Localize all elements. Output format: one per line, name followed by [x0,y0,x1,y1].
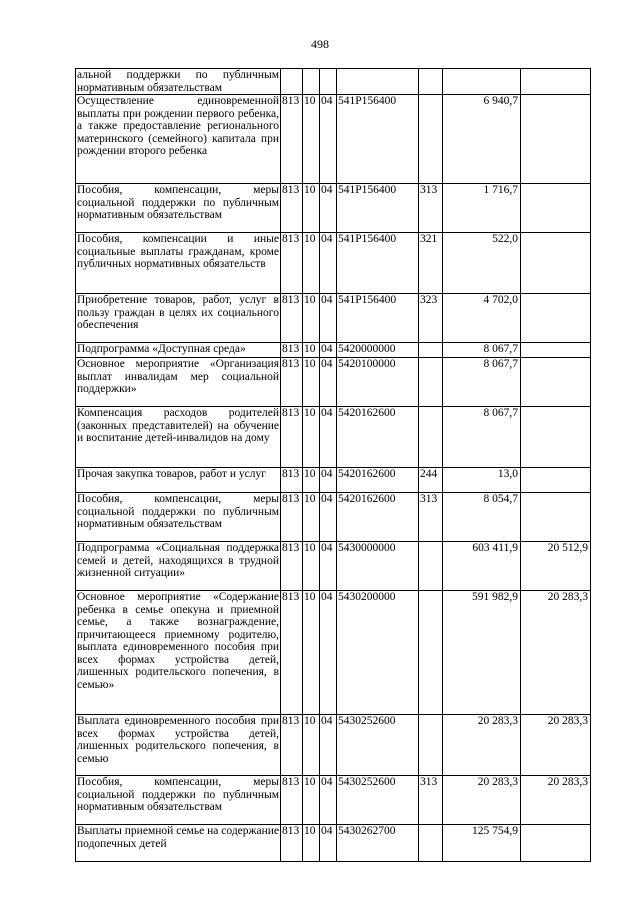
row-name-cell: Выплата единовременного пособия при всех формах устройства детей, лишенных родительского попечения, в семью [76,715,281,776]
row-pr-cell: 04 [320,294,337,343]
row-sum2-cell [521,95,591,184]
row-pr-cell: 04 [320,776,337,825]
row-gr-cell: 813 [281,591,303,715]
row-sum2-cell [521,468,591,493]
row-name-cell: Пособия, компенсации и иные социальные выплаты гражданам, кроме публичных нормативных обязательств [76,233,281,294]
row-sum1-cell: 522,0 [443,233,521,294]
row-sum2-cell [521,493,591,542]
table-row [76,776,591,825]
row-sum1-cell: 13,0 [443,468,521,493]
row-rz-cell: 10 [303,825,320,862]
budget-table-body [76,69,591,862]
table-row [76,233,591,294]
table-row [76,715,591,776]
row-name-cell: Подпрограмма «Доступная среда» [76,343,281,358]
row-vr-cell [419,407,443,468]
row-name-cell: Прочая закупка товаров, работ и услуг [76,468,281,493]
row-vr-cell: 323 [419,294,443,343]
row-sum1-cell: 125 754,9 [443,825,521,862]
table-row [76,184,591,233]
row-vr-cell [419,95,443,184]
row-gr-cell [281,69,303,95]
row-sum1-cell: 603 411,9 [443,542,521,591]
row-sum2-cell: 20 512,9 [521,542,591,591]
row-gr-cell: 813 [281,468,303,493]
row-sum2-cell [521,184,591,233]
row-gr-cell: 813 [281,715,303,776]
row-sum1-cell: 8 067,7 [443,358,521,407]
row-sum2-cell [521,294,591,343]
row-vr-cell: 313 [419,493,443,542]
row-name-cell: Пособия, компенсации, меры социальной поддержки по публичным нормативным обязательствам [76,776,281,825]
row-cs-cell: 5420162600 [337,407,419,468]
row-pr-cell: 04 [320,184,337,233]
row-sum1-cell: 8 067,7 [443,343,521,358]
row-vr-cell [419,715,443,776]
row-pr-cell: 04 [320,715,337,776]
row-name-cell: Компенсация расходов родителей (законных представителей) на обучение и воспитание детей-инвалидов на дому [76,407,281,468]
row-pr-cell: 04 [320,542,337,591]
row-vr-cell [419,343,443,358]
row-pr-cell: 04 [320,358,337,407]
row-rz-cell: 10 [303,591,320,715]
page-number: 498 [311,37,329,51]
row-name-cell: Основное мероприятие «Организация выплат инвалидам мер социальной поддержки» [76,358,281,407]
row-gr-cell: 813 [281,95,303,184]
row-pr-cell [320,69,337,95]
row-pr-cell: 04 [320,233,337,294]
table-row [76,591,591,715]
row-rz-cell: 10 [303,233,320,294]
row-sum1-cell: 20 283,3 [443,776,521,825]
row-gr-cell: 813 [281,407,303,468]
row-pr-cell: 04 [320,407,337,468]
row-vr-cell: 313 [419,184,443,233]
row-rz-cell: 10 [303,294,320,343]
row-rz-cell: 10 [303,343,320,358]
row-rz-cell: 10 [303,776,320,825]
row-name-cell: альной поддержки по публичным нормативным обязательствам [77,69,279,94]
row-cs-cell: 5420100000 [337,358,419,407]
row-sum1-cell: 8 054,7 [443,493,521,542]
row-cs-cell: 541P156400 [337,294,419,343]
row-rz-cell: 10 [303,95,320,184]
row-vr-cell: 321 [419,233,443,294]
row-rz-cell: 10 [303,407,320,468]
table-row [76,358,591,407]
row-rz-cell [303,69,320,95]
table-row [76,468,591,493]
row-gr-cell: 813 [281,776,303,825]
row-gr-cell: 813 [281,542,303,591]
row-vr-cell [419,825,443,862]
row-gr-cell: 813 [281,233,303,294]
row-vr-cell: 244 [419,468,443,493]
row-cs-cell: 5420162600 [337,468,419,493]
row-gr-cell: 813 [281,493,303,542]
row-cs-cell: 5430252600 [337,776,419,825]
row-vr-cell [419,358,443,407]
row-sum2-cell [521,407,591,468]
row-cs-cell: 541P156400 [337,233,419,294]
row-vr-cell [419,591,443,715]
row-cs-cell [337,69,419,95]
row-cs-cell: 5430000000 [337,542,419,591]
row-sum2-cell [521,343,591,358]
table-row [76,95,591,184]
row-name-cell: Пособия, компенсации, меры социальной поддержки по публичным нормативным обязательствам [76,493,281,542]
row-gr-cell: 813 [281,184,303,233]
row-cs-cell: 5430262700 [337,825,419,862]
row-rz-cell: 10 [303,493,320,542]
budget-table [75,68,591,862]
table-row [76,493,591,542]
row-pr-cell: 04 [320,591,337,715]
row-pr-cell: 04 [320,95,337,184]
row-rz-cell: 10 [303,542,320,591]
row-cs-cell: 5430200000 [337,591,419,715]
row-vr-cell [419,542,443,591]
row-cs-cell: 5420000000 [337,343,419,358]
table-row [76,825,591,862]
row-pr-cell: 04 [320,343,337,358]
row-sum2-cell [521,358,591,407]
row-sum1-cell: 8 067,7 [443,407,521,468]
row-sum1-cell: 591 982,9 [443,591,521,715]
row-sum2-cell: 20 283,3 [521,591,591,715]
row-rz-cell: 10 [303,468,320,493]
row-gr-cell: 813 [281,358,303,407]
row-gr-cell: 813 [281,825,303,862]
row-sum2-cell: 20 283,3 [521,715,591,776]
row-gr-cell: 813 [281,294,303,343]
row-name-cell: Пособия, компенсации, меры социальной поддержки по публичным нормативным обязательствам [76,184,281,233]
row-pr-cell: 04 [320,493,337,542]
table-row [76,69,591,95]
row-cs-cell: 5420162600 [337,493,419,542]
row-name-cell: Выплаты приемной семье на содержание подопечных детей [76,825,281,862]
row-rz-cell: 10 [303,184,320,233]
row-sum1-cell: 6 940,7 [443,95,521,184]
table-row [76,407,591,468]
row-name-cell: Осуществление единовременной выплаты при рождении первого ребенка, а также предоставление регионального материнского (семейного) капитала при рождении второго ребенка [76,95,281,184]
row-sum1-cell: 1 716,7 [443,184,521,233]
table-row [76,343,591,358]
row-sum1-cell [443,69,521,95]
row-pr-cell: 04 [320,825,337,862]
table-row [76,294,591,343]
row-vr-cell: 313 [419,776,443,825]
row-cs-cell: 541P156400 [337,95,419,184]
row-rz-cell: 10 [303,715,320,776]
row-pr-cell: 04 [320,468,337,493]
row-sum2-cell: 20 283,3 [521,776,591,825]
row-name-cell: Основное мероприятие «Содержание ребенка в семье опекуна и приемной семье, а также вознаграждение, причитающееся приемному родителю, выплата единовременного пособия при всех формах устройства детей, лишенных родительского попечения, в семью» [76,591,281,715]
row-rz-cell: 10 [303,358,320,407]
row-cs-cell: 5430252600 [337,715,419,776]
row-sum1-cell: 20 283,3 [443,715,521,776]
row-sum2-cell [521,69,591,95]
row-sum2-cell [521,825,591,862]
row-vr-cell [419,69,443,95]
table-row [76,542,591,591]
row-name-cell: Приобретение товаров, работ, услуг в пользу граждан в целях их социального обеспечения [76,294,281,343]
row-cs-cell: 541P156400 [337,184,419,233]
row-sum2-cell [521,233,591,294]
row-name-cell: Подпрограмма «Социальная поддержка семей и детей, находящихся в трудной жизненной ситуации» [76,542,281,591]
row-gr-cell: 813 [281,343,303,358]
row-sum1-cell: 4 702,0 [443,294,521,343]
